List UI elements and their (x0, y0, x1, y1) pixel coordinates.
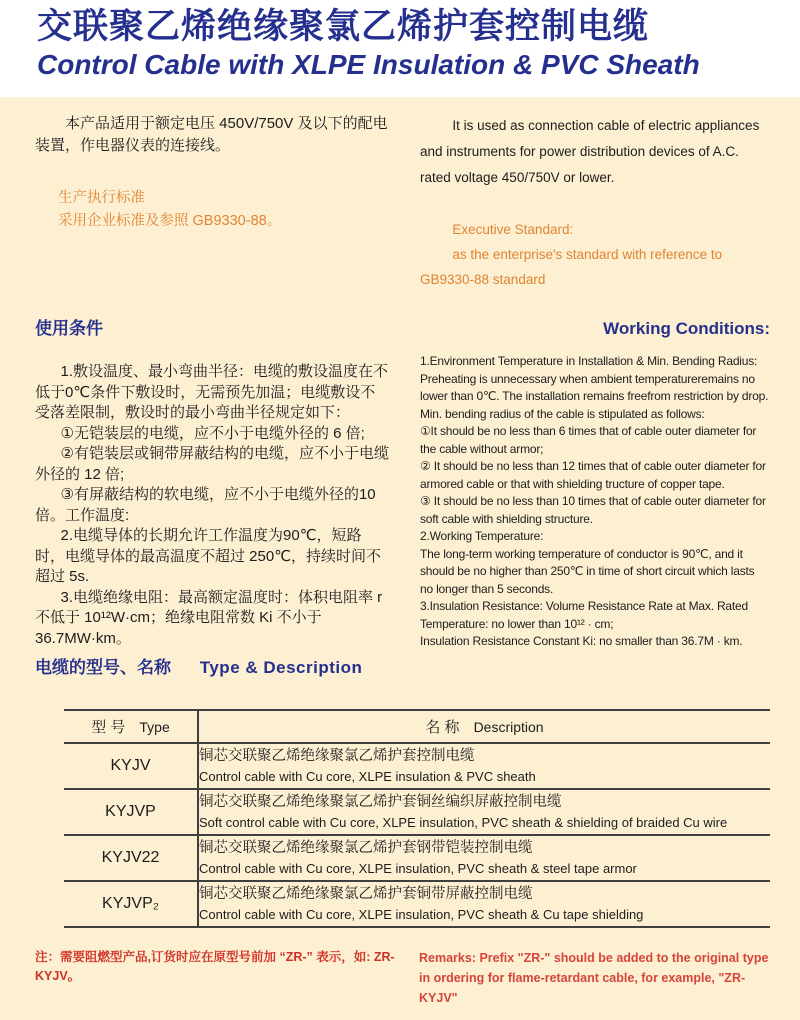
column-header-desc-zh: 名 称 (425, 719, 460, 736)
column-header-type-en: Type (139, 719, 170, 735)
condition-paragraph: 2.电缆导体的长期允许工作温度为90℃，短路时，电缆导体的最高温度不超过 250℃，持续时间不超过 5s. (35, 527, 382, 585)
conditions-body-en (420, 353, 770, 651)
standard-body-zh: 采用企业标准及参照 GB9330-88。 (58, 213, 282, 229)
standard-block-en (420, 217, 770, 292)
intro-section (35, 113, 770, 292)
column-header-type-zh: 型 号 (91, 719, 126, 736)
cable-type: KYJVP₂ (64, 881, 198, 927)
cable-type-table (64, 709, 770, 928)
conditions-heading-zh: 使用条件 (35, 319, 103, 338)
table-row (64, 789, 770, 835)
page-title-en: Control Cable with XLPE Insulation & PVC Sheath (37, 49, 700, 80)
cable-description-en: Control cable with Cu core, XLPE insulation & PVC sheath (199, 769, 536, 784)
condition-paragraph: ③ It should be no less than 10 times that of cable outer diameter for soft cable with shielding structure. (420, 494, 766, 526)
conditions-section (35, 318, 770, 670)
footer-notes (35, 948, 770, 1008)
standard-block-zh (35, 187, 390, 233)
condition-paragraph: ①It should be no less than 6 times that of cable outer diameter for the cable without armor; (420, 424, 757, 456)
cable-description-zh: 铜芯交联聚乙烯绝缘聚氯乙烯护套铜带屏蔽控制电缆 (199, 886, 533, 902)
standard-body-en: as the enterprise's standard with reference to GB9330-88 standard (420, 247, 723, 287)
masthead (0, 0, 800, 97)
conditions-column-zh (35, 318, 390, 670)
page-title-zh: 交联聚乙烯绝缘聚氯乙烯护套控制电缆 (37, 7, 650, 46)
conditions-body-zh (35, 362, 390, 649)
cable-description-zh: 铜芯交联聚乙烯绝缘聚氯乙烯护套铜丝编织屏蔽控制电缆 (199, 794, 562, 810)
condition-paragraph: Insulation Resistance Constant Ki: no smaller than 36.7M · km. (420, 634, 743, 648)
condition-paragraph: 3.Insulation Resistance: Volume Resistance Rate at Max. Rated Temperature: no lower than 10¹² · cm; (420, 599, 748, 631)
content-sheet (0, 97, 800, 1020)
intro-text-en: It is used as connection cable of electric appliances and instruments for power distribution devices of A.C. rated voltage 450/750V or lower. (420, 118, 760, 185)
standard-title-en: Executive Standard: (452, 222, 574, 237)
cable-description-zh: 铜芯交联聚乙烯绝缘聚氯乙烯护套控制电缆 (199, 748, 475, 764)
cable-description-en: Control cable with Cu core, XLPE insulation, PVC sheath & Cu tape shielding (199, 907, 644, 922)
condition-paragraph: 1.敷设温度、最小弯曲半径：电缆的敷设温度在不低于0℃条件下敷设时，无需预先加温；电缆敷设不受落差限制，敷设时的最小弯曲半径规定如下： (35, 363, 389, 421)
intro-column-en (420, 113, 770, 292)
condition-paragraph: ③有屏蔽结构的软电缆，应不小于电缆外径的10倍。工作温度: (35, 486, 376, 524)
column-header-description (198, 710, 770, 743)
column-header-desc-en: Description (473, 719, 544, 735)
condition-paragraph: 2.Working Temperature: (420, 529, 544, 543)
cable-description (198, 835, 770, 881)
condition-paragraph: The long-term working temperature of conductor is 90℃, and it should be no higher than 250℃ in time of short circuit which lasts no longer than 5 seconds. (420, 546, 755, 596)
cable-type: KYJVP (64, 789, 198, 835)
cable-description-en: Soft control cable with Cu core, XLPE insulation, PVC sheath & shielding of braided Cu wire (199, 815, 728, 830)
standard-title-zh: 生产执行标准 (58, 190, 145, 206)
cable-type: KYJV22 (64, 835, 198, 881)
conditions-heading-en: Working Conditions: (603, 319, 770, 338)
intro-text-zh: 本产品适用于额定电压 450V/750V 及以下的配电装置，作电器仪表的连接线。 (35, 115, 388, 154)
footer-note-zh: 注：需要阻燃型产品,订货时应在原型号前加 “ZR-” 表示，如: ZR-KYJV。 (35, 950, 395, 983)
column-header-type (64, 710, 198, 743)
type-heading-en: Type & Description (199, 658, 363, 677)
cable-description (198, 789, 770, 835)
type-heading-zh: 电缆的型号、名称 (35, 658, 171, 677)
table-row (64, 743, 770, 789)
condition-paragraph: 1.Environment Temperature in Installation & Min. Bending Radius: Preheating is unnecessary when ambient temperatureremains no lower than 0℃. The installation remains freefrom restriction by drop. Min. bending radius of the cable is stipulated as follows: (420, 354, 769, 421)
cable-type: KYJV (64, 743, 198, 789)
condition-paragraph: 3.电缆绝缘电阻：最高额定温度时：体积电阻率 r 不低于 10¹²W·cm；绝缘电阻常数 Ki 不小于 36.7MW·km。 (35, 588, 383, 647)
condition-paragraph: ② It should be no less than 12 times that of cable outer diameter for armored cable or that with shielding tructure of copper tape. (420, 459, 766, 491)
table-row (64, 835, 770, 881)
intro-column-zh (35, 113, 390, 292)
conditions-column-en (420, 318, 770, 670)
condition-paragraph: ①无铠装层的电缆，应不小于电缆外径的 6 倍; (60, 424, 365, 442)
cable-description-zh: 铜芯交联聚乙烯绝缘聚氯乙烯护套钢带铠装控制电缆 (199, 840, 533, 856)
type-description-heading (35, 653, 362, 678)
table-row (64, 881, 770, 927)
condition-paragraph: ②有铠装层或铜带屏蔽结构的电缆，应不小于电缆外径的 12 倍; (35, 445, 389, 483)
cable-description-en: Control cable with Cu core, XLPE insulation, PVC sheath & steel tape armor (199, 861, 637, 876)
footer-note-en: Remarks: Prefix "ZR-" should be added to the original type in ordering for flame-retardant cable, for example, "ZR-KYJV" (419, 951, 769, 1005)
cable-description (198, 881, 770, 927)
cable-description (198, 743, 770, 789)
table-header-row (64, 710, 770, 743)
